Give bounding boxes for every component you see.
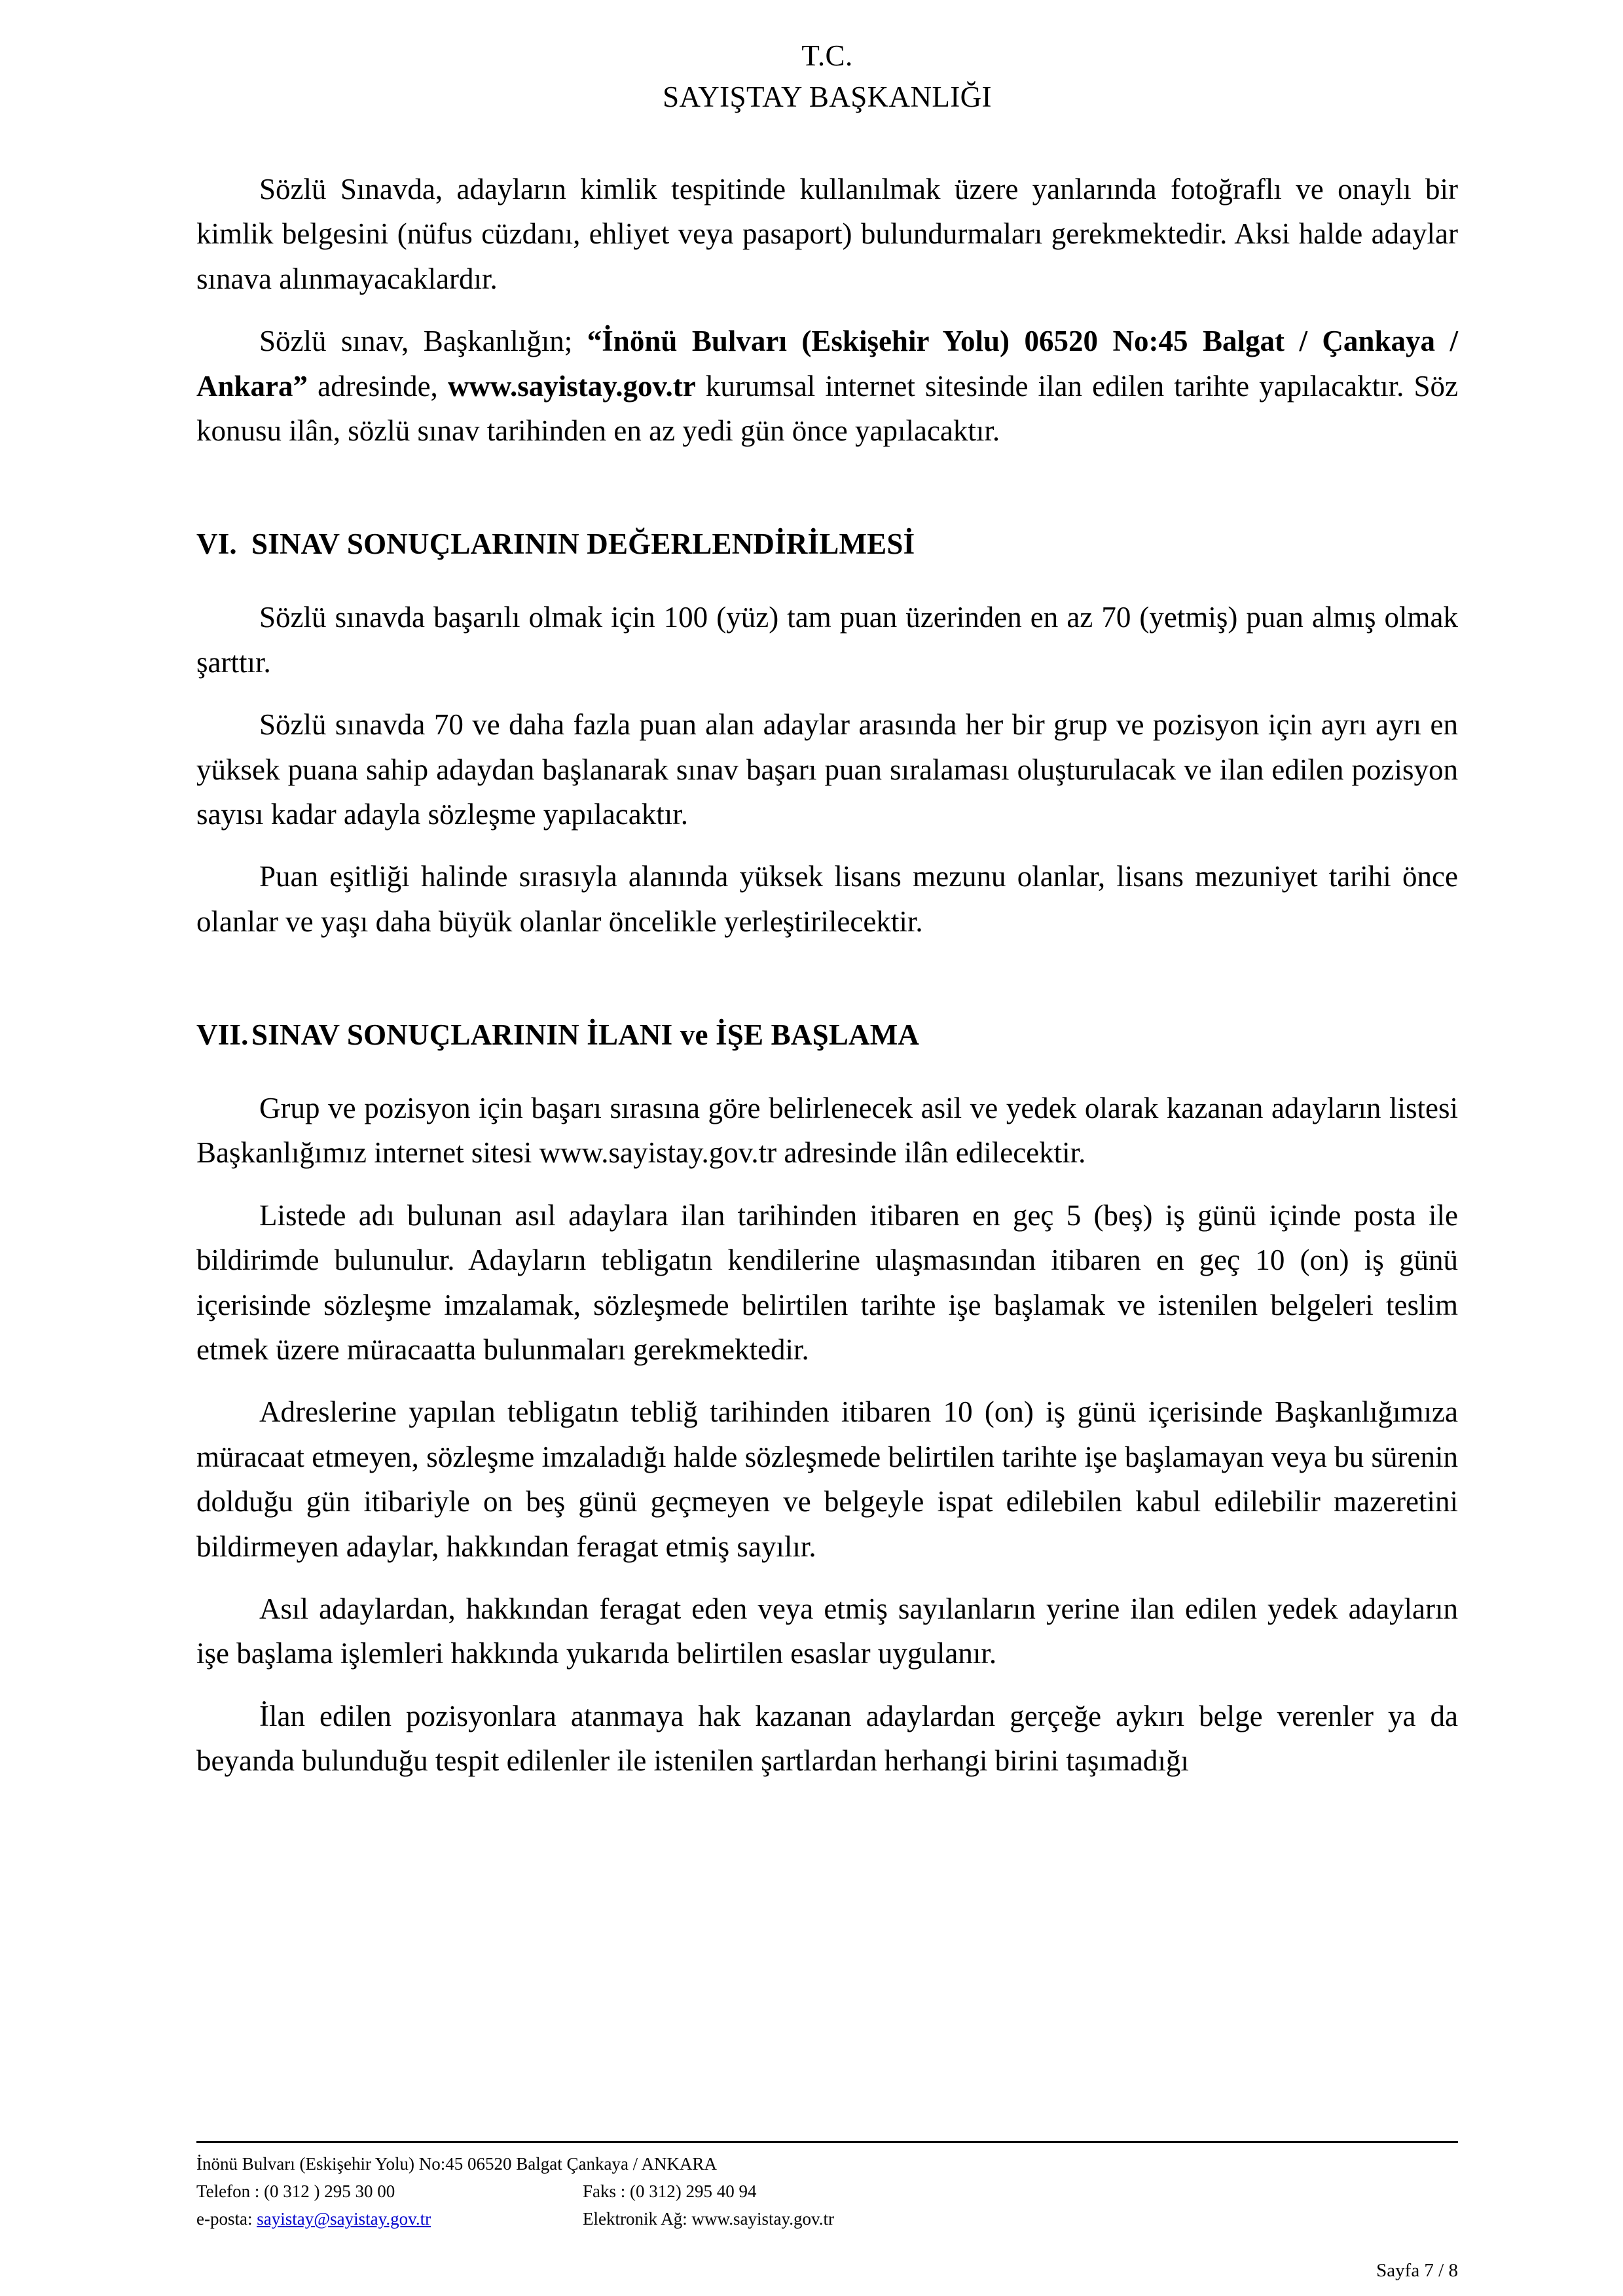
paragraph-waiver-conditions: Adreslerine yapılan tebligatın tebliğ tarihinden itibaren 10 (on) iş günü içerisinde Başkanlığımıza müracaat etmeyen, sözleşme imzaladığı halde sözleşmede belirtilen tarihte işe başlamayan veya bu sürenin dolduğu gün itibariyle on beş günü geçmeyen ve belgeyle ispat edilebilen kabul edilebilir mazeretini bildirmeyen adaylar, hakkından feragat etmiş sayılır. <box>196 1395 1458 1563</box>
footer-contact-line <box>196 2178 1458 2206</box>
paragraph-passing-score: Sözlü sınavda başarılı olmak için 100 (yüz) tam puan üzerinden en az 70 (yetmiş) puan almış olmak şarttır. <box>196 601 1458 679</box>
document-body <box>196 167 1458 1784</box>
footer-address: İnönü Bulvarı (Eskişehir Yolu) No:45 06520 Balgat Çankaya / ANKARA <box>196 2154 717 2174</box>
header-line-tc: T.C. <box>801 39 853 72</box>
paragraph-tie-break-rules: Puan eşitliği halinde sırasıyla alanında yüksek lisans mezunu olanlar, lisans mezuniyet tarihi önce olanlar ve yaşı daha büyük olanlar öncelikle yerleştirilecektir. <box>196 860 1458 938</box>
venue-address-bold: “İnönü Bulvarı (Eskişehir Yolu) 06520 No:45 Balgat / Çankaya / Ankara” <box>196 325 1458 403</box>
document-header <box>196 37 1458 116</box>
spacer-before-section-vi <box>196 453 1458 524</box>
page-number: Sayfa 7 / 8 <box>1376 2260 1458 2281</box>
venue-text-intro: Sözlü sınav, Başkanlığın; <box>259 325 587 358</box>
venue-text-mid: adresinde, <box>308 369 448 403</box>
paragraph-oral-exam-venue <box>196 319 1458 453</box>
footer-web: Elektronik Ağ: www.sayistay.gov.tr <box>583 2209 834 2229</box>
footer-divider <box>196 2141 1458 2143</box>
venue-website-bold: www.sayistay.gov.tr <box>447 369 696 403</box>
footer-fax: Faks : (0 312) 295 40 94 <box>583 2181 757 2202</box>
paragraph-false-documents: İlan edilen pozisyonlara atanmaya hak kazanan adaylardan gerçeğe aykırı belge verenler ya da beyanda bulunduğu tespit edilenler ile istenilen şartlardan herhangi birini taşımadığı <box>196 1699 1458 1778</box>
footer-email-label: e-posta: <box>196 2209 257 2229</box>
heading-vi-numeral: VI. <box>196 528 237 561</box>
paragraph-reserve-candidates: Asıl adaylardan, hakkından feragat eden veya etmiş sayılanların yerine ilan edilen yedek adayların işe başlama işlemleri hakkında yukarıda belirtilen esaslar uygulanır. <box>196 1592 1458 1670</box>
footer-phone: Telefon : (0 312 ) 295 30 00 <box>196 2181 395 2202</box>
spacer-before-section-vii <box>196 944 1458 1014</box>
spacer-after-heading-vi <box>196 565 1458 595</box>
heading-vii-numeral: VII. <box>196 1018 249 1052</box>
paragraph-notification-deadlines: Listede adı bulunan asıl adaylara ilan tarihinden itibaren en geç 5 (beş) iş günü içinde posta ile bildirimde bulunulur. Adayların tebligatın kendilerine ulaşmasından itibaren en geç 10 (on) iş günü içerisinde sözleşme imzalamak, sözleşmede belirtilen tarihte işe başlamak ve istenilen belgeleri teslim etmek üzere müracaatta bulunmaları gerekmektedir. <box>196 1198 1458 1367</box>
document-footer <box>196 2141 1458 2233</box>
footer-email-link[interactable]: sayistay@sayistay.gov.tr <box>257 2209 431 2229</box>
paragraph-ranking-rules: Sözlü sınavda 70 ve daha fazla puan alan adaylar arasında her bir grup ve pozisyon için ayrı ayrı en yüksek puana sahip adaydan başlanarak sınav başarı puan sıralaması oluşturulacak ve ilan edilen pozisyon sayısı kadar adayla sözleşme yapılacaktır. <box>196 708 1458 831</box>
spacer-after-heading-vii <box>196 1056 1458 1086</box>
paragraph-oral-exam-id: Sözlü Sınavda, adayların kimlik tespitinde kullanılmak üzere yanlarında fotoğraflı ve onaylı bir kimlik belgesini (nüfus cüzdanı, ehliyet veya pasaport) bulundurmaları gerekmektedir. Aksi halde adaylar sınava alınmayacaklardır. <box>196 173 1458 295</box>
heading-vii-title: SINAV SONUÇLARININ İLANI ve İŞE BAŞLAMA <box>251 1018 920 1052</box>
heading-section-vi <box>196 524 1458 565</box>
footer-online-line <box>196 2206 1458 2233</box>
header-line-institution: SAYIŞTAY BAŞKANLIĞI <box>663 80 992 113</box>
heading-vi-title: SINAV SONUÇLARININ DEĞERLENDİRİLMESİ <box>251 528 915 561</box>
footer-email-group <box>196 2206 583 2233</box>
heading-section-vii <box>196 1014 1458 1056</box>
paragraph-results-publication: Grup ve pozisyon için başarı sırasına göre belirlenecek asil ve yedek olarak kazanan adayların listesi Başkanlığımız internet sitesi www.sayistay.gov.tr adresinde ilân edilecektir. <box>196 1092 1458 1170</box>
venue-text-tail: kurumsal internet sitesinde ilan edilen tarihte yapılacaktır. Söz konusu ilân, sözlü sınav tarihinden en az yedi gün önce yapılacaktır. <box>196 369 1459 447</box>
footer-address-line <box>196 2151 1458 2178</box>
